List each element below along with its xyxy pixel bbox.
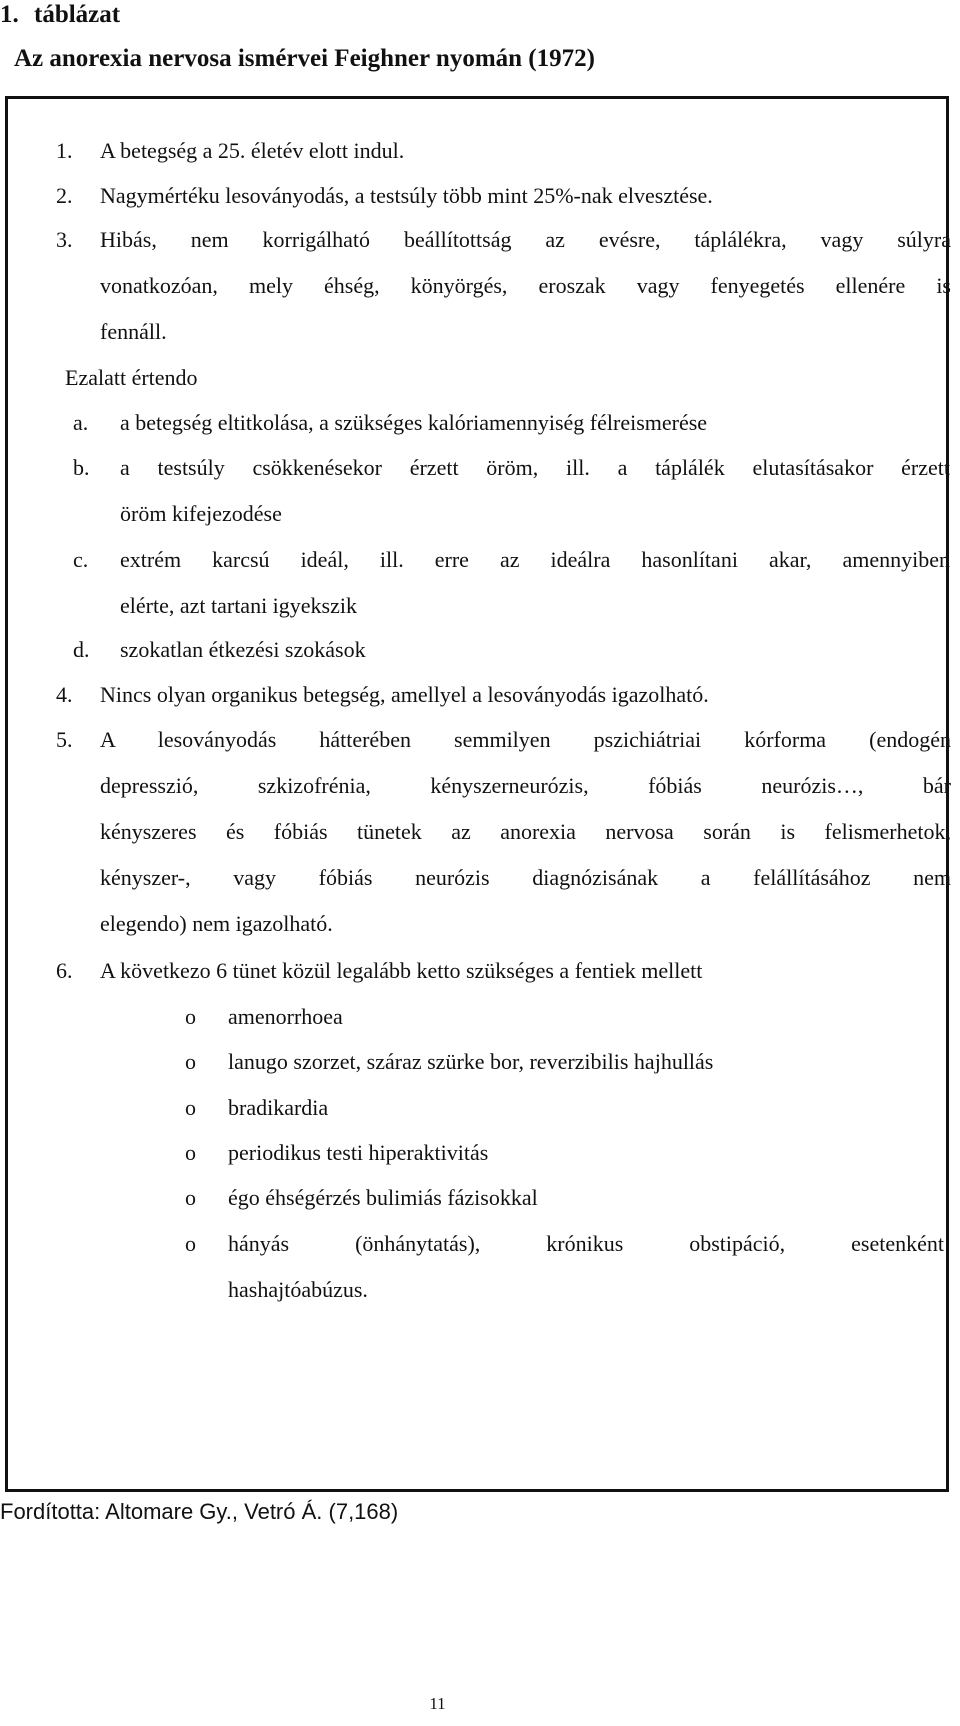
item-4-number: 4. xyxy=(56,682,73,707)
item-3-line-2: vonatkozóan, mely éhség, könyörgés, eroszak vagy fenyegetés ellenére is xyxy=(100,273,951,298)
table-title: Az anorexia nervosa ismérvei Feighner nyomán (1972) xyxy=(14,45,595,72)
sub-item-a-letter: a. xyxy=(73,410,89,435)
sub-item-b-letter: b. xyxy=(73,455,90,480)
bullet-marker: o xyxy=(185,1004,196,1029)
item-3-line-3: fennáll. xyxy=(100,319,167,344)
bullet-marker: o xyxy=(185,1049,196,1074)
symptom-item-continued: hashajtóabúzus. xyxy=(228,1277,368,1302)
item-5-line-4: kényszer-, vagy fóbiás neurózis diagnózisának a felállításához nem xyxy=(100,865,951,890)
item-5-number: 5. xyxy=(56,727,73,752)
item-5-line-2: depresszió, szkizofrénia, kényszerneurózis, fóbiás neurózis…, bár xyxy=(100,773,951,798)
sub-item-b-line-2: öröm kifejezodése xyxy=(120,501,282,526)
symptom-item: lanugo szorzet, száraz szürke bor, reverzibilis hajhullás xyxy=(228,1049,714,1074)
item-1-number: 1. xyxy=(56,138,73,163)
page-number: 11 xyxy=(429,1694,446,1713)
item-6-number: 6. xyxy=(56,958,73,983)
sub-item-d-letter: d. xyxy=(73,637,90,662)
item-1-text: A betegség a 25. életév elott indul. xyxy=(100,138,405,163)
table-heading xyxy=(0,0,120,30)
item-2-number: 2. xyxy=(56,183,73,208)
sub-item-c-line-2: elérte, azt tartani igyekszik xyxy=(120,593,357,618)
sub-item-a-text: a betegség eltitkolása, a szükséges kalóriamennyiség félreismerése xyxy=(120,410,708,435)
table-label: táblázat xyxy=(34,1,121,28)
translator-credit: Fordította: Altomare Gy., Vetró Á. (7,168) xyxy=(0,1499,399,1524)
bullet-marker: o xyxy=(185,1231,196,1256)
item-5-line-1: A lesoványodás hátterében semmilyen pszichiátriai kórforma (endogén xyxy=(100,727,951,752)
table-number: 1. xyxy=(0,1,19,28)
item-2-text: Nagymértéku lesoványodás, a testsúly több mint 25%-nak elvesztése. xyxy=(100,183,713,208)
ezalatt-label: Ezalatt értendo xyxy=(65,365,198,390)
item-6-text: A következo 6 tünet közül legalább ketto szükséges a fentiek mellett xyxy=(100,958,703,983)
bullet-marker: o xyxy=(185,1140,196,1165)
item-3-number: 3. xyxy=(56,227,73,252)
symptom-item: bradikardia xyxy=(228,1095,329,1120)
item-5-line-5: elegendo) nem igazolható. xyxy=(100,911,333,936)
item-4-text: Nincs olyan organikus betegség, amellyel a lesoványodás igazolható. xyxy=(100,682,709,707)
symptom-item: periodikus testi hiperaktivitás xyxy=(228,1140,489,1165)
sub-item-b-line-1: a testsúly csökkenésekor érzett öröm, ill. a táplálék elutasításakor érzett xyxy=(120,455,950,480)
sub-item-c-letter: c. xyxy=(73,547,89,572)
item-3-line-1: Hibás, nem korrigálható beállítottság az evésre, táplálékra, vagy súlyra xyxy=(100,227,951,252)
item-5-line-3: kényszeres és fóbiás tünetek az anorexia nervosa során is felismerhetok, xyxy=(100,819,951,844)
sub-item-c-line-1: extrém karcsú ideál, ill. erre az ideálra hasonlítani akar, amennyiben xyxy=(120,547,950,572)
bullet-marker: o xyxy=(185,1095,196,1120)
symptom-item: hányás (önhánytatás), krónikus obstipáció, esetenként xyxy=(228,1231,944,1256)
sub-item-d-text: szokatlan étkezési szokások xyxy=(120,637,366,662)
symptom-item: égo éhségérzés bulimiás fázisokkal xyxy=(228,1185,538,1210)
bullet-marker: o xyxy=(185,1185,196,1210)
symptom-item: amenorrhoea xyxy=(228,1004,343,1029)
